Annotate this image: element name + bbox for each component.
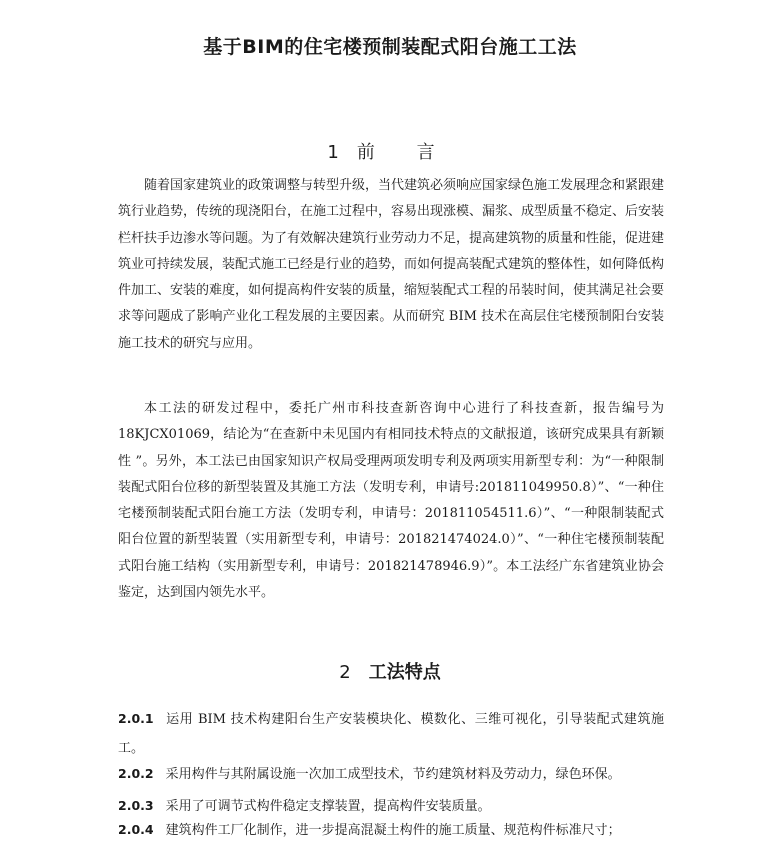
feature-text: 建筑构件工厂化制作，进一步提高混凝土构件的施工质量、规范构件标准尺寸；	[165, 823, 621, 838]
feature-number: 2.0.3	[118, 798, 154, 813]
section-2-title: 工法特点	[368, 662, 441, 683]
section-2-number: 2	[339, 662, 351, 683]
feature-number: 2.0.4	[118, 822, 154, 837]
feature-text: 运用 BIM 技术构建阳台生产安装模块化、模数化、三维可视化，引导装配式建筑施工。	[118, 712, 664, 756]
feature-number: 2.0.2	[118, 766, 154, 781]
section-2-heading	[0, 658, 780, 684]
feature-text: 采用构件与其附属设施一次加工成型技术，节约建筑材料及劳动力，绿色环保。	[165, 767, 621, 782]
section-1-title: 前 言	[356, 142, 453, 163]
section-1-paragraph-1: 随着国家建筑业的政策调整与转型升级，当代建筑必须响应国家绿色施工发展理念和紧跟建筑行业趋势，传统的现浇阳台，在施工过程中，容易出现涨模、漏浆、成型质量不稳定、后安装栏杆扶手边渗水等问题。为了有效解决建筑行业劳动力不足，提高建筑物的质量和性能，促进建筑业可持续发展，装配式施工已经是行业的趋势，而如何提高装配式建筑的整体性，如何降低构件加工、安装的难度，如何提高构件安装的质量，缩短装配式工程的吊装时间，使其满足社会要求等问题成了影响产业化工程发展的主要因素。从而研究 BIM 技术在高层住宅楼预制阳台安装施工技术的研究与应用。	[118, 178, 665, 351]
feature-text: 采用了可调节式构件稳定支撑装置，提高构件安装质量。	[165, 799, 491, 814]
section-1-number: 1	[327, 142, 339, 163]
section-1-paragraph-2: 本工法的研发过程中，委托广州市科技查新咨询中心进行了科技查新，报告编号为18KJCX01069，结论为“在查新中未见国内有相同技术特点的文献报道，该研究成果具有新颖性 ”。另外，本工法已由国家知识产权局受理两项发明专利及两项实用新型专利：为“一种限制装配式阳台位移的新型装置及其施工方法（发明专利，申请号:201811049950.8）”、“一种住宅楼预制装配式阳台施工方法（发明专利，申请号：201811054511.6）”、“一种限制装配式阳台位置的新型装置（实用新型专利，申请号：201821474024.0）”、“一种住宅楼预制装配式阳台施工结构（实用新型专利，申请号：201821478946.9）”。本工法经广东省建筑业协会鉴定，达到国内领先水平。	[118, 401, 664, 601]
document-title: 基于BIM的住宅楼预制装配式阳台施工工法	[203, 36, 577, 58]
section-1-heading	[0, 138, 780, 164]
feature-item	[118, 760, 664, 789]
feature-item	[118, 704, 664, 763]
feature-number: 2.0.1	[118, 711, 154, 726]
